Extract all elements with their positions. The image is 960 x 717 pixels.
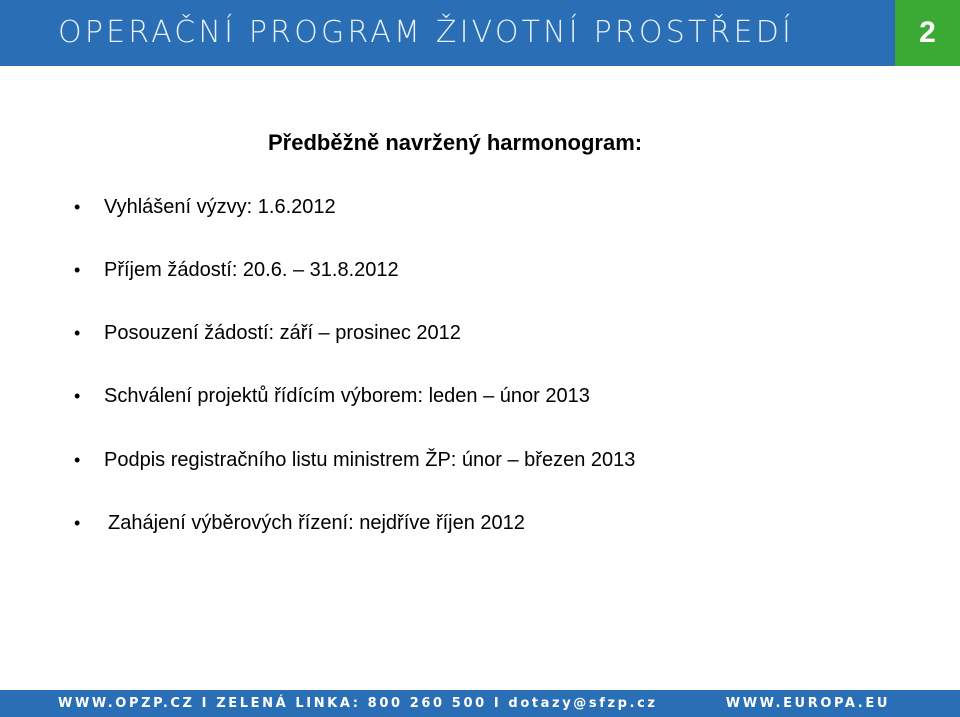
footer-europa-link: WWW.EUROPA.EU	[725, 696, 890, 711]
header-bar	[0, 0, 895, 66]
schedule-item-approval	[74, 383, 590, 409]
schedule-item-label: Příjem žádostí: 20.6. – 31.8.2012	[104, 259, 399, 281]
bullet-icon: •	[74, 450, 81, 470]
schedule-item-label: Zahájení výběrových řízení: nejdříve říjen 2012	[108, 512, 525, 534]
bullet-icon: •	[74, 386, 81, 406]
schedule-item-label: Schválení projektů řídícím výborem: leden – únor 2013	[104, 385, 590, 407]
bullet-icon: •	[74, 197, 81, 217]
program-title: OPERAČNÍ PROGRAM ŽIVOTNÍ PROSTŘEDÍ	[58, 15, 795, 50]
footer-bar	[0, 690, 960, 717]
slide-title: Předběžně navržený harmonogram:	[268, 130, 643, 155]
schedule-item-call	[74, 194, 336, 220]
schedule-item-applications	[74, 257, 399, 283]
schedule-item-evaluation	[74, 320, 461, 346]
schedule-item-signature	[74, 447, 635, 473]
schedule-item-tenders	[74, 510, 525, 536]
schedule-item-label: Vyhlášení výzvy: 1.6.2012	[104, 196, 336, 218]
footer-contact-text: WWW.OPZP.CZ I ZELENÁ LINKA: 800 260 500 I dotazy@sfzp.cz	[58, 696, 658, 711]
bullet-icon: •	[74, 513, 81, 533]
bullet-icon: •	[74, 323, 81, 343]
page-number-badge: 2	[895, 0, 960, 66]
schedule-item-label: Posouzení žádostí: září – prosinec 2012	[104, 322, 461, 344]
schedule-item-label: Podpis registračního listu ministrem ŽP: únor – březen 2013	[104, 449, 636, 471]
bullet-icon: •	[74, 260, 81, 280]
